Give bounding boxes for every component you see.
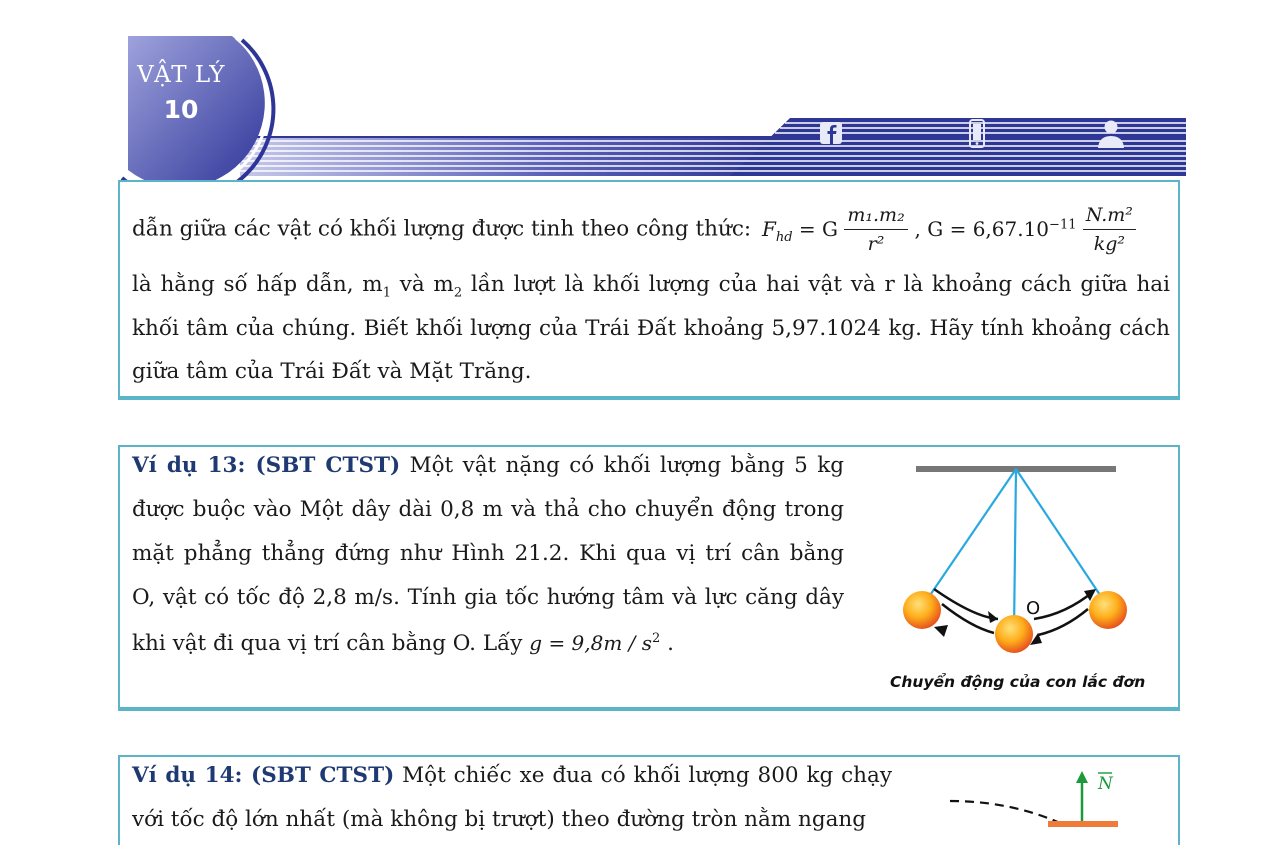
- example-14-label: Ví dụ 14: (SBT CTST): [132, 763, 395, 788]
- example-13-line-4: O, vật có tốc độ 2,8 m/s. Tính gia tốc hướng tâm và lực căng dây: [132, 585, 844, 610]
- text-fragment: là hằng số hấp dẫn, m: [132, 272, 383, 297]
- example-13-label: Ví dụ 13: (SBT CTST): [132, 453, 401, 478]
- example-13-line-3: mặt phẳng thẳng đứng như Hình 21.2. Khi qua vị trí cân bằng: [132, 541, 844, 566]
- formula-eq-g: = G: [798, 216, 839, 241]
- race-car-figure: [940, 767, 1140, 827]
- badge-grade: 10: [163, 95, 199, 124]
- paragraph-line: giữa tâm của Trái Đất và Mặt Trăng.: [132, 359, 532, 384]
- text-fragment: Một vật nặng có khối lượng bằng 5 kg: [400, 453, 844, 478]
- paragraph-line: [132, 272, 1170, 301]
- phone-icon[interactable]: [965, 118, 989, 150]
- formula-line: [132, 202, 1136, 257]
- formula-g-exponent: −11: [1049, 216, 1077, 232]
- formula-intro-text: dẫn giữa các vật có khối lượng được tinh theo công thức:: [132, 216, 752, 242]
- example-13-box: [118, 445, 1180, 711]
- formula-g-value: , G = 6,67.10: [914, 216, 1050, 241]
- example-14-line-2: với tốc độ lớn nhất (mà không bị trượt) theo đường tròn nằm ngang: [132, 807, 867, 832]
- subscript-2: 2: [453, 285, 463, 301]
- normal-force-label: N: [1098, 774, 1113, 794]
- example-13-line-5: [132, 630, 674, 657]
- header-banner: [0, 0, 1275, 180]
- formula-unit-denominator: kg²: [1093, 233, 1126, 255]
- figure-caption: Chuyển động của con lắc đơn: [890, 673, 1146, 691]
- pendulum-figure: [886, 459, 1166, 699]
- formula-fraction: [844, 202, 907, 257]
- page-header: [0, 0, 1275, 180]
- example-14-line-1: [132, 763, 892, 789]
- text-fragment: .: [660, 631, 674, 656]
- problem-continuation-box: [118, 180, 1180, 400]
- formula-f: F: [761, 216, 776, 241]
- text-fragment: và m: [390, 272, 454, 297]
- paragraph-line: khối tâm của chúng. Biết khối lượng của Trái Đất khoảng 5,97.1024 kg. Hãy tính khoảng cách: [132, 316, 1170, 341]
- formula-f-sub: hd: [775, 229, 793, 245]
- user-icon[interactable]: [1095, 118, 1127, 150]
- text-fragment: khi vật đi qua vị trí cân bằng O. Lấy: [132, 631, 530, 656]
- example-13-line-2: được buộc vào Một dây dài 0,8 m và thả cho chuyển động trong: [132, 497, 844, 522]
- example-13-line-1: [132, 453, 844, 479]
- formula-numerator: m₁.m₂: [844, 202, 907, 230]
- badge-subject: VẬT LÝ: [137, 62, 225, 88]
- exponent: 2: [652, 630, 661, 646]
- pendulum-point-o: O: [1026, 598, 1041, 619]
- header-stripes: [240, 118, 1186, 176]
- formula-unit-fraction: [1083, 202, 1136, 257]
- facebook-icon[interactable]: [818, 118, 844, 148]
- example-14-box: [118, 755, 1180, 845]
- gravity-value: g = 9,8m / s: [529, 631, 653, 655]
- formula-unit-numerator: N.m²: [1083, 202, 1136, 230]
- formula-denominator: r²: [867, 233, 885, 255]
- text-fragment: Một chiếc xe đua có khối lượng 800 kg chạy: [394, 763, 892, 788]
- subscript-1: 1: [382, 285, 391, 301]
- text-fragment: lần lượt là khối lượng của hai vật và r là khoảng cách giữa hai: [462, 272, 1170, 297]
